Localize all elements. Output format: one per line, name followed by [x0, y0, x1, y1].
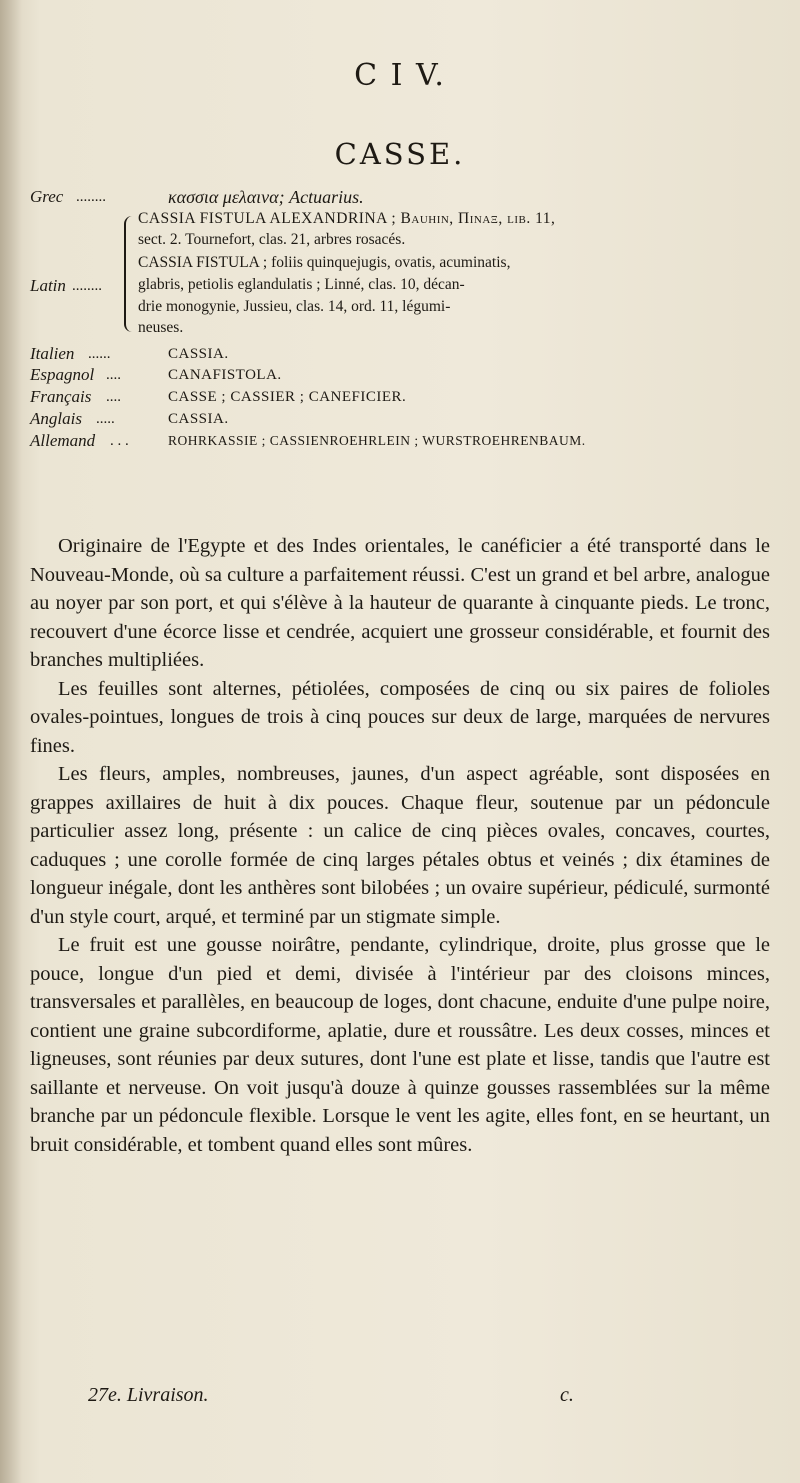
leader-dots: ........	[72, 278, 102, 294]
lang-label: Espagnol	[30, 365, 95, 384]
lang-label: Italien	[30, 344, 75, 363]
leader-dots: ....	[106, 389, 121, 405]
paragraph-leaves: Les feuilles sont alternes, pétiolées, composées de cinq ou six paires de folioles ovales-pointues, longues de trois à cinq pouces sur deux de large, marquées de nervures fines.	[30, 677, 770, 757]
livraison-label: 27e. Livraison.	[88, 1384, 209, 1406]
lang-label: Français	[30, 387, 92, 406]
lang-value: CASSE ; CASSIER ; CANEFICIER.	[168, 389, 407, 405]
latin-line: sect. 2. Tournefort, clas. 21, arbres rosacés.	[138, 231, 406, 248]
lang-label: Latin	[30, 276, 66, 295]
lang-label: Allemand	[30, 431, 96, 450]
page-title: CASSE.	[334, 137, 466, 171]
leader-dots: ........	[76, 189, 106, 205]
page-edge-shadow	[0, 0, 22, 1483]
latin-line: CASSIA FISTULA ALEXANDRINA ; Bauhin, Πιναξ, lib. 11,	[138, 210, 556, 227]
paragraph-fruit: Le fruit est une gousse noirâtre, pendante, cylindrique, droite, plus grosse que le pouce, longue d'un pied et demi, divisée à l'intérieur par des cloisons minces, transversales et parallèles, en beaucoup de loges, dont chacune, enduite d'une pulpe noire, contient une graine subcordiforme, aplatie, dure et roussâtre. Les deux cosses, minces et ligneuses, sont réunies par deux sutures, dont l'une est plate et lisse, tandis que l'autre est saillante et nerveuse. On voit jusqu'à douze à quinze gousses rassemblées sur la même branche par un pédoncule flexible. Lorsque le vent les agite, elles font, en se heurtant, un bruit considérable, et tombent quand elles sont mûres.	[30, 934, 770, 1156]
lang-value: κασσια μελαινα; Actuarius.	[168, 187, 364, 207]
plate-number: C I V.	[354, 58, 446, 93]
paragraph-flowers: Les fleurs, amples, nombreuses, jaunes, d'un aspect agréable, sont disposées en grappes axillaires de huit à dix pouces. Chaque fleur, soutenue par un pédoncule particulier assez long, présente : un calice de cinq pièces ovales, concaves, courtes, caduques ; une corolle formée de cinq larges pétales obtus et veinés ; dix étamines de longueur inégale, dont les anthères sont bilobées ; un ovaire supérieur, pédiculé, surmonté d'un style court, arqué, et terminé par un stigmate simple.	[30, 763, 770, 928]
latin-line: glabris, petiolis eglandulatis ; Linné, clas. 10, décan-	[138, 276, 465, 293]
latin-line: neuses.	[138, 319, 184, 336]
latin-line: drie monogynie, Jussieu, clas. 14, ord. 11, légumi-	[138, 298, 451, 315]
leader-dots: . . .	[110, 433, 129, 449]
leader-dots: .....	[96, 411, 115, 427]
paragraph-origin: Originaire de l'Egypte et des Indes orientales, le canéficier a été transporté dans le Nouveau-Monde, où sa culture a parfaitement réussi. C'est un grand et bel arbre, analogue au noyer par son port, et qui s'élève à la hauteur de quarante à cinquante pieds. Le tronc, recouvert d'une écorce lisse et cendrée, acquiert une grosseur considérable, et fournit des branches multipliées.	[30, 535, 770, 671]
signature-mark: c.	[560, 1384, 574, 1406]
leader-dots: ......	[88, 346, 111, 362]
lang-value: CASSIA.	[168, 411, 229, 427]
description-text	[30, 532, 770, 1159]
lang-value: ROHRKASSIE ; CASSIENROEHRLEIN ; WURSTROEHRENBAUM.	[168, 433, 586, 448]
latin-line: CASSIA FISTULA ; foliis quinquejugis, ovatis, acuminatis,	[138, 254, 511, 271]
lang-label: Grec	[30, 187, 64, 206]
lang-value: CANAFISTOLA.	[168, 367, 282, 383]
lang-value: CASSIA.	[168, 346, 229, 362]
leader-dots: ....	[106, 367, 121, 383]
latin-brace	[124, 216, 136, 332]
lang-label: Anglais	[30, 409, 82, 428]
